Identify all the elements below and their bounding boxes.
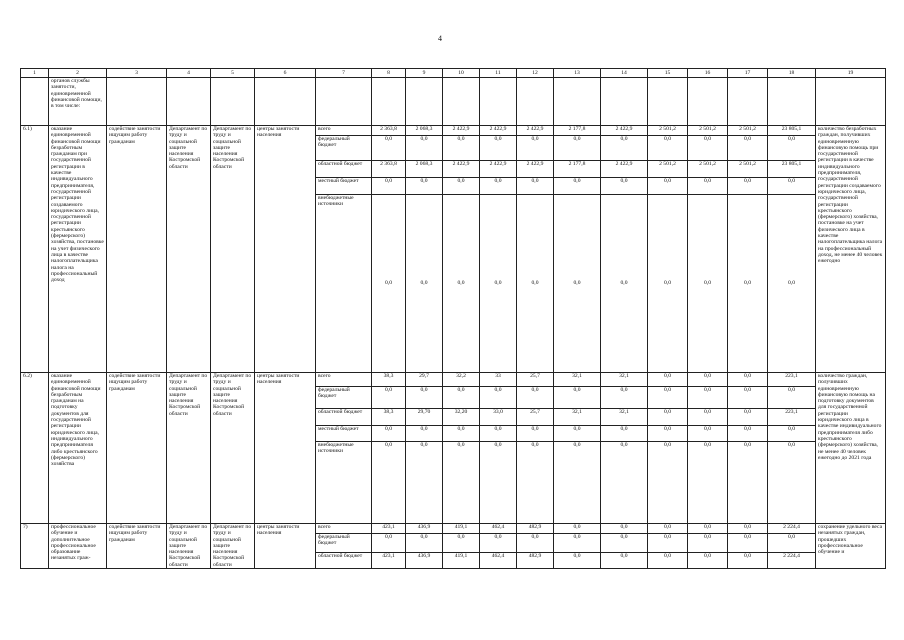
value-cell: 0,0 <box>480 136 517 161</box>
value-cell: 0,0 <box>688 553 728 569</box>
value-cell: 2 422,9 <box>443 161 480 178</box>
value-cell: 0,0 <box>372 136 406 161</box>
column-number: 3 <box>107 69 167 78</box>
value-cell: 0,0 <box>406 195 443 373</box>
value-cell: 436,9 <box>406 553 443 569</box>
value-cell: 2 177,8 <box>554 161 601 178</box>
source-label: областной бюджет <box>316 553 372 569</box>
value-cell: 0,0 <box>768 442 816 524</box>
value-cell: 0,0 <box>648 534 688 553</box>
row-participants: центры занятости населения <box>255 524 316 569</box>
value-cell: 0,0 <box>601 524 648 534</box>
source-label: федеральный бюджет <box>316 387 372 409</box>
value-cell: 0,0 <box>648 442 688 524</box>
column-number: 8 <box>372 69 406 78</box>
value-cell: 0,0 <box>480 426 517 442</box>
row-activity: содействие занятости ищущим работу гражданам <box>107 524 167 569</box>
value-cell: 0,0 <box>648 136 688 161</box>
value-cell: 0,0 <box>688 195 728 373</box>
value-cell: 0,0 <box>554 553 601 569</box>
value-cell: 0,0 <box>443 442 480 524</box>
value-cell: 0,0 <box>372 387 406 409</box>
value-cell: 0,0 <box>648 426 688 442</box>
value-cell: 0,0 <box>480 195 517 373</box>
value-cell: 32,1 <box>601 409 648 426</box>
value-cell: 32,1 <box>554 409 601 426</box>
source-label: областной бюджет <box>316 161 372 178</box>
row-executor: Департамент по труду и социальной защите населения Костромской области <box>167 524 211 569</box>
value-cell: 2 363,8 <box>372 161 406 178</box>
row-id: 6.2) <box>21 373 49 524</box>
source-label: внебюджетные источники <box>316 195 372 373</box>
value-cell: 423,1 <box>372 553 406 569</box>
column-number: 4 <box>167 69 211 78</box>
value-cell: 0,0 <box>688 373 728 387</box>
value-cell: 0,0 <box>554 178 601 195</box>
value-cell: 0,0 <box>601 426 648 442</box>
value-cell: 2 422,9 <box>601 161 648 178</box>
column-number: 2 <box>49 69 107 78</box>
table-row <box>21 373 886 387</box>
value-cell: 0,0 <box>406 387 443 409</box>
source-label: внебюджетные источники <box>316 442 372 524</box>
value-cell: 0,0 <box>406 178 443 195</box>
value-cell: 2 224,4 <box>768 524 816 534</box>
value-cell: 0,0 <box>517 195 554 373</box>
value-cell: 0,0 <box>443 136 480 161</box>
row-activity: содействие занятости ищущим работу гражданам <box>107 126 167 373</box>
value-cell: 0,0 <box>688 387 728 409</box>
value-cell: 0,0 <box>372 442 406 524</box>
value-cell: 482,9 <box>517 553 554 569</box>
column-number: 13 <box>554 69 601 78</box>
value-cell: 0,0 <box>480 178 517 195</box>
value-cell: 2 224,4 <box>768 553 816 569</box>
value-cell: 0,0 <box>648 524 688 534</box>
column-number: 9 <box>406 69 443 78</box>
value-cell: 482,9 <box>517 524 554 534</box>
column-number: 15 <box>648 69 688 78</box>
continuation-row <box>21 78 886 126</box>
value-cell: 2 422,9 <box>480 161 517 178</box>
row-coexecutor: Департамент по труду и социальной защите населения Костромской области <box>211 126 255 373</box>
value-cell: 0,0 <box>728 136 768 161</box>
value-cell: 0,0 <box>728 178 768 195</box>
value-cell: 0,0 <box>517 136 554 161</box>
row-description: оказание единовременной финансовой помощи безработным гражданам на подготовку документов для государственной регистрации юридического лица, индивидуального предпринимателя либо крестьянского (фермерского) хозяйства <box>49 373 107 524</box>
value-cell: 0,0 <box>554 426 601 442</box>
value-cell: 2 068,3 <box>406 161 443 178</box>
value-cell: 0,0 <box>648 178 688 195</box>
source-label: федеральный бюджет <box>316 534 372 553</box>
value-cell: 0,0 <box>443 195 480 373</box>
value-cell: 32,1 <box>554 373 601 387</box>
value-cell: 0,0 <box>728 426 768 442</box>
row-participants: центры занятости населения <box>255 126 316 373</box>
value-cell: 0,0 <box>372 426 406 442</box>
value-cell: 0,0 <box>728 387 768 409</box>
value-cell: 0,0 <box>480 442 517 524</box>
value-cell: 2 177,8 <box>554 126 601 136</box>
value-cell: 0,0 <box>688 136 728 161</box>
value-cell: 2 501,2 <box>688 126 728 136</box>
source-label: федеральный бюджет <box>316 136 372 161</box>
value-cell: 0,0 <box>372 195 406 373</box>
continuation-text: органов службы занятости, единовременной финансовой помощи, в том числе: <box>49 78 107 126</box>
value-cell: 0,0 <box>688 524 728 534</box>
value-cell: 25,7 <box>517 373 554 387</box>
value-cell: 2 501,2 <box>648 161 688 178</box>
value-cell: 223,1 <box>768 409 816 426</box>
value-cell: 25,7 <box>517 409 554 426</box>
value-cell: 0,0 <box>768 534 816 553</box>
value-cell: 419,1 <box>443 524 480 534</box>
row-description: профессиональное обучение и дополнительное профессиональное образование незанятых граж- <box>49 524 107 569</box>
value-cell: 0,0 <box>688 178 728 195</box>
value-cell: 0,0 <box>728 195 768 373</box>
column-number: 11 <box>480 69 517 78</box>
table-row <box>21 126 886 136</box>
row-indicator: количество безработных граждан, получивших единовременную финансовую помощь при государственной регистрации в качестве индивидуального предпринимателя, государственной регистрации создаваемого юридического лица, государственной регистрации крестьянского (фермерского) хозяйства, постановке на учет физического лица в качестве налогоплательщика налога на профессиональный доход, не менее 40 человек ежегодно <box>816 126 886 373</box>
value-cell: 0,0 <box>728 373 768 387</box>
source-label: всего <box>316 126 372 136</box>
value-cell: 0,0 <box>728 524 768 534</box>
column-number: 7 <box>316 69 372 78</box>
value-cell: 33,0 <box>480 409 517 426</box>
value-cell: 0,0 <box>768 426 816 442</box>
value-cell: 32,2 <box>443 373 480 387</box>
value-cell: 29,7 <box>406 373 443 387</box>
value-cell: 419,1 <box>443 553 480 569</box>
value-cell: 33 <box>480 373 517 387</box>
row-description: оказание единовременной финансовой помощи безработным гражданам при государственной регистрации в качестве индивидуального предпринимателя, государственной регистрации создаваемого юридического лица, государственной регистрации крестьянского (фермерского) хозяйства, постановке на учет физического лица в качестве налогоплательщика налога на профессиональный доход <box>49 126 107 373</box>
value-cell: 0,0 <box>406 534 443 553</box>
value-cell: 2 422,9 <box>480 126 517 136</box>
source-label: местный бюджет <box>316 178 372 195</box>
header-row <box>21 69 886 78</box>
row-indicator: сохранение удельного веса незанятых граждан, прошедших профессиональное обучение и <box>816 524 886 569</box>
value-cell: 0,0 <box>554 136 601 161</box>
value-cell: 2 501,2 <box>728 161 768 178</box>
value-cell: 0,0 <box>443 387 480 409</box>
value-cell: 0,0 <box>517 387 554 409</box>
value-cell: 0,0 <box>601 136 648 161</box>
value-cell: 0,0 <box>372 178 406 195</box>
value-cell: 23 805,1 <box>768 161 816 178</box>
value-cell: 0,0 <box>601 442 648 524</box>
value-cell: 436,9 <box>406 524 443 534</box>
value-cell: 0,0 <box>372 534 406 553</box>
row-participants: центры занятости населения <box>255 373 316 524</box>
row-id: 7) <box>21 524 49 569</box>
value-cell: 38,3 <box>372 373 406 387</box>
row-id: 6.1) <box>21 126 49 373</box>
value-cell: 0,0 <box>406 426 443 442</box>
value-cell: 462,4 <box>480 553 517 569</box>
value-cell: 0,0 <box>601 195 648 373</box>
column-number: 17 <box>728 69 768 78</box>
value-cell: 0,0 <box>688 534 728 553</box>
row-indicator: количество граждан, получивших единовременную финансовую помощь на подготовку документов для государственной регистрации юридического лица в качестве индивидуального предпринимателя либо крестьянского (фермерского) хозяйства, не менее 40 человек ежегодно до 2021 года <box>816 373 886 524</box>
value-cell: 0,0 <box>480 387 517 409</box>
value-cell: 0,0 <box>554 387 601 409</box>
row-coexecutor: Департамент по труду и социальной защите населения Костромской области <box>211 524 255 569</box>
page-number: 4 <box>438 34 442 43</box>
value-cell: 0,0 <box>728 553 768 569</box>
value-cell: 0,0 <box>648 553 688 569</box>
value-cell: 2 422,9 <box>517 126 554 136</box>
source-label: местный бюджет <box>316 426 372 442</box>
value-cell: 0,0 <box>517 178 554 195</box>
column-number: 14 <box>601 69 648 78</box>
value-cell: 462,4 <box>480 524 517 534</box>
value-cell: 0,0 <box>688 426 728 442</box>
value-cell: 0,0 <box>554 195 601 373</box>
value-cell: 0,0 <box>554 534 601 553</box>
value-cell: 2 501,2 <box>648 126 688 136</box>
value-cell: 29,70 <box>406 409 443 426</box>
row-executor: Департамент по труду и социальной защите населения Костромской области <box>167 373 211 524</box>
source-label: областной бюджет <box>316 409 372 426</box>
value-cell: 2 422,9 <box>443 126 480 136</box>
value-cell: 0,0 <box>517 442 554 524</box>
value-cell: 0,0 <box>648 373 688 387</box>
value-cell: 0,0 <box>554 524 601 534</box>
value-cell: 2 068,3 <box>406 126 443 136</box>
value-cell: 0,0 <box>728 409 768 426</box>
value-cell: 0,0 <box>443 426 480 442</box>
value-cell: 423,1 <box>372 524 406 534</box>
value-cell: 0,0 <box>728 442 768 524</box>
program-table <box>20 68 886 569</box>
row-executor: Департамент по труду и социальной защите населения Костромской области <box>167 126 211 373</box>
value-cell: 0,0 <box>406 442 443 524</box>
source-label: всего <box>316 524 372 534</box>
value-cell: 0,0 <box>601 553 648 569</box>
value-cell: 23 805,1 <box>768 126 816 136</box>
value-cell: 0,0 <box>406 136 443 161</box>
value-cell: 38,3 <box>372 409 406 426</box>
column-number: 6 <box>255 69 316 78</box>
value-cell: 2 501,2 <box>688 161 728 178</box>
value-cell: 0,0 <box>517 534 554 553</box>
value-cell: 0,0 <box>648 409 688 426</box>
value-cell: 0,0 <box>768 195 816 373</box>
column-number: 5 <box>211 69 255 78</box>
value-cell: 0,0 <box>554 442 601 524</box>
value-cell: 0,0 <box>728 534 768 553</box>
row-coexecutor: Департамент по труду и социальной защите населения Костромской области <box>211 373 255 524</box>
column-number: 10 <box>443 69 480 78</box>
value-cell: 223,1 <box>768 373 816 387</box>
value-cell: 0,0 <box>601 178 648 195</box>
column-number: 19 <box>816 69 886 78</box>
source-label: всего <box>316 373 372 387</box>
column-number: 1 <box>21 69 49 78</box>
column-number: 12 <box>517 69 554 78</box>
value-cell: 0,0 <box>768 178 816 195</box>
value-cell: 0,0 <box>443 534 480 553</box>
value-cell: 0,0 <box>601 534 648 553</box>
value-cell: 2 363,8 <box>372 126 406 136</box>
column-number: 18 <box>768 69 816 78</box>
value-cell: 0,0 <box>768 387 816 409</box>
value-cell: 0,0 <box>768 136 816 161</box>
value-cell: 0,0 <box>688 442 728 524</box>
value-cell: 0,0 <box>601 387 648 409</box>
value-cell: 2 422,9 <box>601 126 648 136</box>
table-row <box>21 524 886 534</box>
value-cell: 0,0 <box>648 195 688 373</box>
value-cell: 32,1 <box>601 373 648 387</box>
column-number: 16 <box>688 69 728 78</box>
value-cell: 0,0 <box>480 534 517 553</box>
value-cell: 32,20 <box>443 409 480 426</box>
value-cell: 2 422,9 <box>517 161 554 178</box>
value-cell: 0,0 <box>688 409 728 426</box>
value-cell: 2 501,2 <box>728 126 768 136</box>
value-cell: 0,0 <box>443 178 480 195</box>
row-activity: содействие занятости ищущим работу гражданам <box>107 373 167 524</box>
value-cell: 0,0 <box>517 426 554 442</box>
value-cell: 0,0 <box>648 387 688 409</box>
